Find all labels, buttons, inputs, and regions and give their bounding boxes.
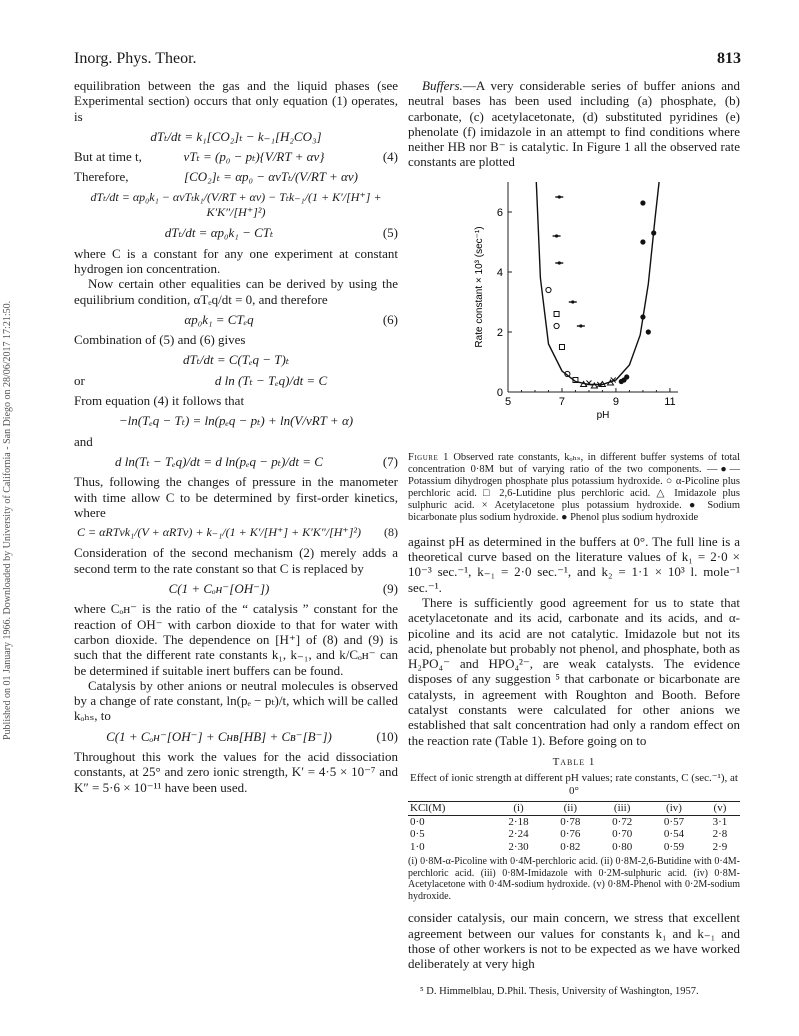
figure-1	[408, 176, 740, 446]
table-cell: 2·8	[712, 828, 728, 841]
data-point	[646, 329, 651, 334]
equation-5: dTₜ/dt = αp₀k₁ − CTₜ (5)	[164, 225, 398, 241]
table-header-row	[408, 802, 740, 816]
paragraph: Thus, following the changes of pressure in the manometer with time allow C to be determined by first-order kinetics, where	[74, 474, 398, 520]
data-point	[571, 300, 574, 303]
data-point	[579, 324, 582, 327]
equation-8: C = αRTvk₁/(V + αRTv) + k₋₁/(1 + K′/[H⁺] + K′K″/[H⁺]²) (8)	[76, 525, 398, 540]
data-point	[640, 314, 645, 319]
table-cell: 2·24	[508, 828, 529, 841]
x-tick-label: 11	[664, 395, 676, 408]
paragraph: where C is a constant for any one experiment at constant hydrogen ion concentration.	[74, 245, 398, 276]
equation-c: −ln(Tₑq − Tₜ) = ln(pₑq − pₜ) + ln(V/vRT + α)	[118, 413, 354, 429]
paragraph: Throughout this work the values for the acid dissociation constants, at 25° and zero ionic strength, K′ = 4·5 × 10⁻⁷ and K″ = 5·6 × 10⁻¹¹ have been used.	[74, 748, 398, 795]
data-point	[558, 195, 561, 198]
right-column	[408, 78, 740, 998]
table-header-cell: (iii)	[613, 802, 631, 815]
theoretical-curve	[536, 182, 659, 385]
page-number: 813	[717, 50, 741, 67]
x-axis-label: pH	[596, 409, 610, 421]
data-point	[591, 383, 597, 388]
data-point	[640, 239, 645, 244]
table-cell: 2·9	[712, 840, 728, 853]
table-header-cell: KCl(M)	[410, 802, 446, 815]
data-point	[624, 374, 629, 379]
paragraph: Now certain other equalities can be derived by using the equilibrium condition, αTₑq/dt = 0, and therefore	[74, 276, 398, 307]
table-cell: 3·1	[712, 815, 728, 828]
table-cell: 0·82	[560, 840, 581, 853]
data-point	[546, 287, 551, 292]
table-cell: 0·5	[410, 828, 425, 841]
x-tick-label: 5	[504, 395, 512, 408]
table-cell: 0·76	[560, 828, 581, 841]
data-point	[559, 344, 564, 349]
table-cell: 0·72	[612, 815, 633, 828]
paragraph: and	[74, 433, 93, 449]
figure-caption: Figure 1 Observed rate constants, kₒₕₛ, in different buffer systems of total concentration 0·8M but of varying ratio of the two components. —●— Potassium dihydrogen phosphate plus potassium hydroxide. ○ α-Picoline plus perchloric acid. □ 2,6-Lutidine plus perchloric acid. △ Imidazole plus sulphuric acid. × Acetylacetone plus potassium hydroxide. ● Sodium bicarbonate plus sodium hydroxide. ● Phenol plus sodium hydroxide	[408, 451, 740, 523]
paragraph: Combination of (5) and (6) gives	[74, 332, 246, 348]
equation-4: But at time t, vTₜ = (p₀ − pₜ){V/RT + αv} (4)	[74, 149, 398, 165]
equation-6: αp₀k₁ = CTₑq (6)	[184, 311, 398, 327]
x-tick-label: 7	[558, 395, 566, 408]
data-point	[651, 230, 656, 235]
y-axis-label: Rate constant × 10³ (sec⁻¹)	[474, 226, 485, 348]
journal-name: Inorg. Phys. Theor.	[74, 50, 197, 67]
table-row	[408, 841, 740, 854]
paragraph: There is sufficiently good agreement for us to state that acetylacetonate and its acid, carbonate and its acids, and α-picoline and its acid are not catalytic. Imidazole but not its acid, phenolate but probably not phenol, and phosphate, both as H₂PO₄⁻ and HPO₄²⁻, are weak catalysts. The evidence disposes of any suggestion ⁵ that carbonate or bicarbonate are catalysts, in agreement with Roughton and Booth. Before catalyst constants were calculated for other anions we established that salt concentration had only a random effect on the reaction rate (Table 1). Before going on to	[408, 594, 740, 748]
table-row	[408, 828, 740, 841]
table-cell: 0·59	[663, 840, 685, 853]
equation-1: dTₜ/dt = k₁[CO₂]ₜ − k₋₁[H₂CO₃]	[150, 128, 322, 144]
table-cell: 0·57	[663, 815, 685, 828]
paragraph: against pH as determined in the buffers at 0°. The full line is a theoretical curve based on the literature values of k₁ = 2·0 × 10⁻³ sec.⁻¹, k₋₁ = 2·0 sec.⁻¹, and k₂ = 1·1 × 10³ l. mole⁻¹ sec.⁻¹.	[408, 533, 740, 595]
running-head	[74, 50, 741, 70]
data-point	[554, 323, 559, 328]
table-header-cell: (i)	[513, 802, 524, 815]
y-tick-label: 6	[496, 206, 503, 219]
y-tick-label: 2	[496, 326, 503, 339]
paragraph: consider catalysis, our main concern, we stress that excellent agreement between our values for constants k₁ and k₋₁ and those of other workers is not to be expected as we have worked deliberately at very high	[408, 910, 740, 972]
table-header-cell: (ii)	[563, 802, 578, 815]
data-point	[640, 200, 645, 205]
table-title: Table 1	[552, 755, 596, 768]
table-caption: Effect of ionic strength at different pH values; rate constants, C (sec.⁻¹), at 0°	[410, 772, 738, 797]
paragraph: Consideration of the second mechanism (2) merely adds a second term to the rate constant so that C is replaced by	[74, 545, 398, 576]
data-point	[554, 311, 559, 316]
x-tick-label: 9	[612, 395, 619, 408]
table-cell: 0·54	[663, 828, 685, 841]
paragraph: equilibration between the gas and the liquid phases (see Experimental section) occurs that only equation (1) operates, is	[74, 78, 398, 124]
download-stamp: Published on 01 January 1966. Downloaded by University of California - San Diego on 28/06/2017 17:21:50.	[2, 300, 13, 740]
table-note: (i) 0·8M-α-Picoline with 0·4M-perchloric acid. (ii) 0·8M-2,6-Butidine with 0·4M-perchloric acid. (iii) 0·8M-Imidazole with 0·2M-sulphuric acid. (iv) 0·8M-Acetylacetone with 0·4M-sodium hydroxide. (v) 0·8M-Phenol with 0·2M-sodium hydroxide.	[408, 856, 740, 902]
run-in-heading: Buffers.	[422, 78, 463, 93]
data-point	[555, 234, 558, 237]
equation-7: d ln(Tₜ − Tₑq)/dt = d ln(pₑq − pₜ)/dt = C (7)	[115, 453, 398, 469]
paragraph: where Cₒʜ⁻ is the ratio of the “ catalysis ” constant for the reaction of OH⁻ with carbon dioxide to that for water with carbon dioxide. The dependence on [H⁺] of (8) and (9) is such that the different rate constants k₁, k₋₁, and k/Cₒʜ⁻ can be determined if suitable inert buffers can be found.	[74, 601, 398, 678]
equation-a: dTₜ/dt = C(Tₑq − T)ₜ	[182, 352, 290, 368]
paragraph: Buffers.—A very considerable series of buffer anions and neutral bases has been used including (a) phosphate, (b) carbonate, (c) acetylacetonate, (d) substituted pyridines (e) phenolate (f) imidazole in an attempt to find conditions where neither HB nor B⁻ is catalytic. In Figure 1 all the observed rate constants are plotted	[408, 78, 740, 170]
paragraph: From equation (4) it follows that	[74, 393, 245, 409]
rate-constant-chart	[456, 176, 696, 438]
table-cell: 2·18	[508, 815, 529, 828]
equation-9: C(1 + Cₒʜ⁻[OH⁻]) (9)	[168, 581, 398, 597]
y-tick-label: 0	[496, 386, 503, 399]
table-cell: 0·78	[560, 815, 581, 828]
ionic-strength-table	[408, 801, 740, 853]
table-cell: 0·70	[612, 828, 633, 841]
equation-therefore: Therefore, [CO₂]ₜ = αp₀ − αvTₜ/(V/RT + αv)	[74, 169, 358, 185]
left-column	[74, 78, 398, 795]
footnote: ⁵ D. Himmelblau, D.Phil. Thesis, University of Washington, 1957.	[420, 985, 699, 997]
table-header-cell: (v)	[713, 802, 727, 815]
data-point	[558, 261, 561, 264]
table-row	[408, 815, 740, 828]
equation-b: or d ln (Tₜ − Tₑq)/dt = C	[74, 372, 328, 388]
table-1	[408, 756, 740, 903]
equation-10: C(1 + Cₒʜ⁻[OH⁻] + Cʜʙ[HB] + Cʙ⁻[B⁻]) (10)	[106, 728, 398, 744]
paragraph: Catalysis by other anions or neutral molecules is observed by a change of rate constant, ln(pₑ − pₜ)/t, which will be called kₒₕₛ, to	[74, 677, 398, 724]
table-cell: 2·30	[508, 840, 529, 853]
table-body	[408, 815, 740, 853]
table-cell: 0·0	[410, 815, 425, 828]
table-header-cell: (iv)	[666, 802, 682, 815]
equation-rate-expression: dTₜ/dt = αp₀k₁ − αvTₜk₁/(V/RT + αv) − Tₜk₋₁/(1 + K′/[H⁺] + K′K″/[H⁺]²)	[90, 189, 382, 220]
table-cell: 0·80	[612, 840, 633, 853]
y-tick-label: 4	[496, 266, 503, 279]
table-cell: 1·0	[410, 840, 425, 853]
